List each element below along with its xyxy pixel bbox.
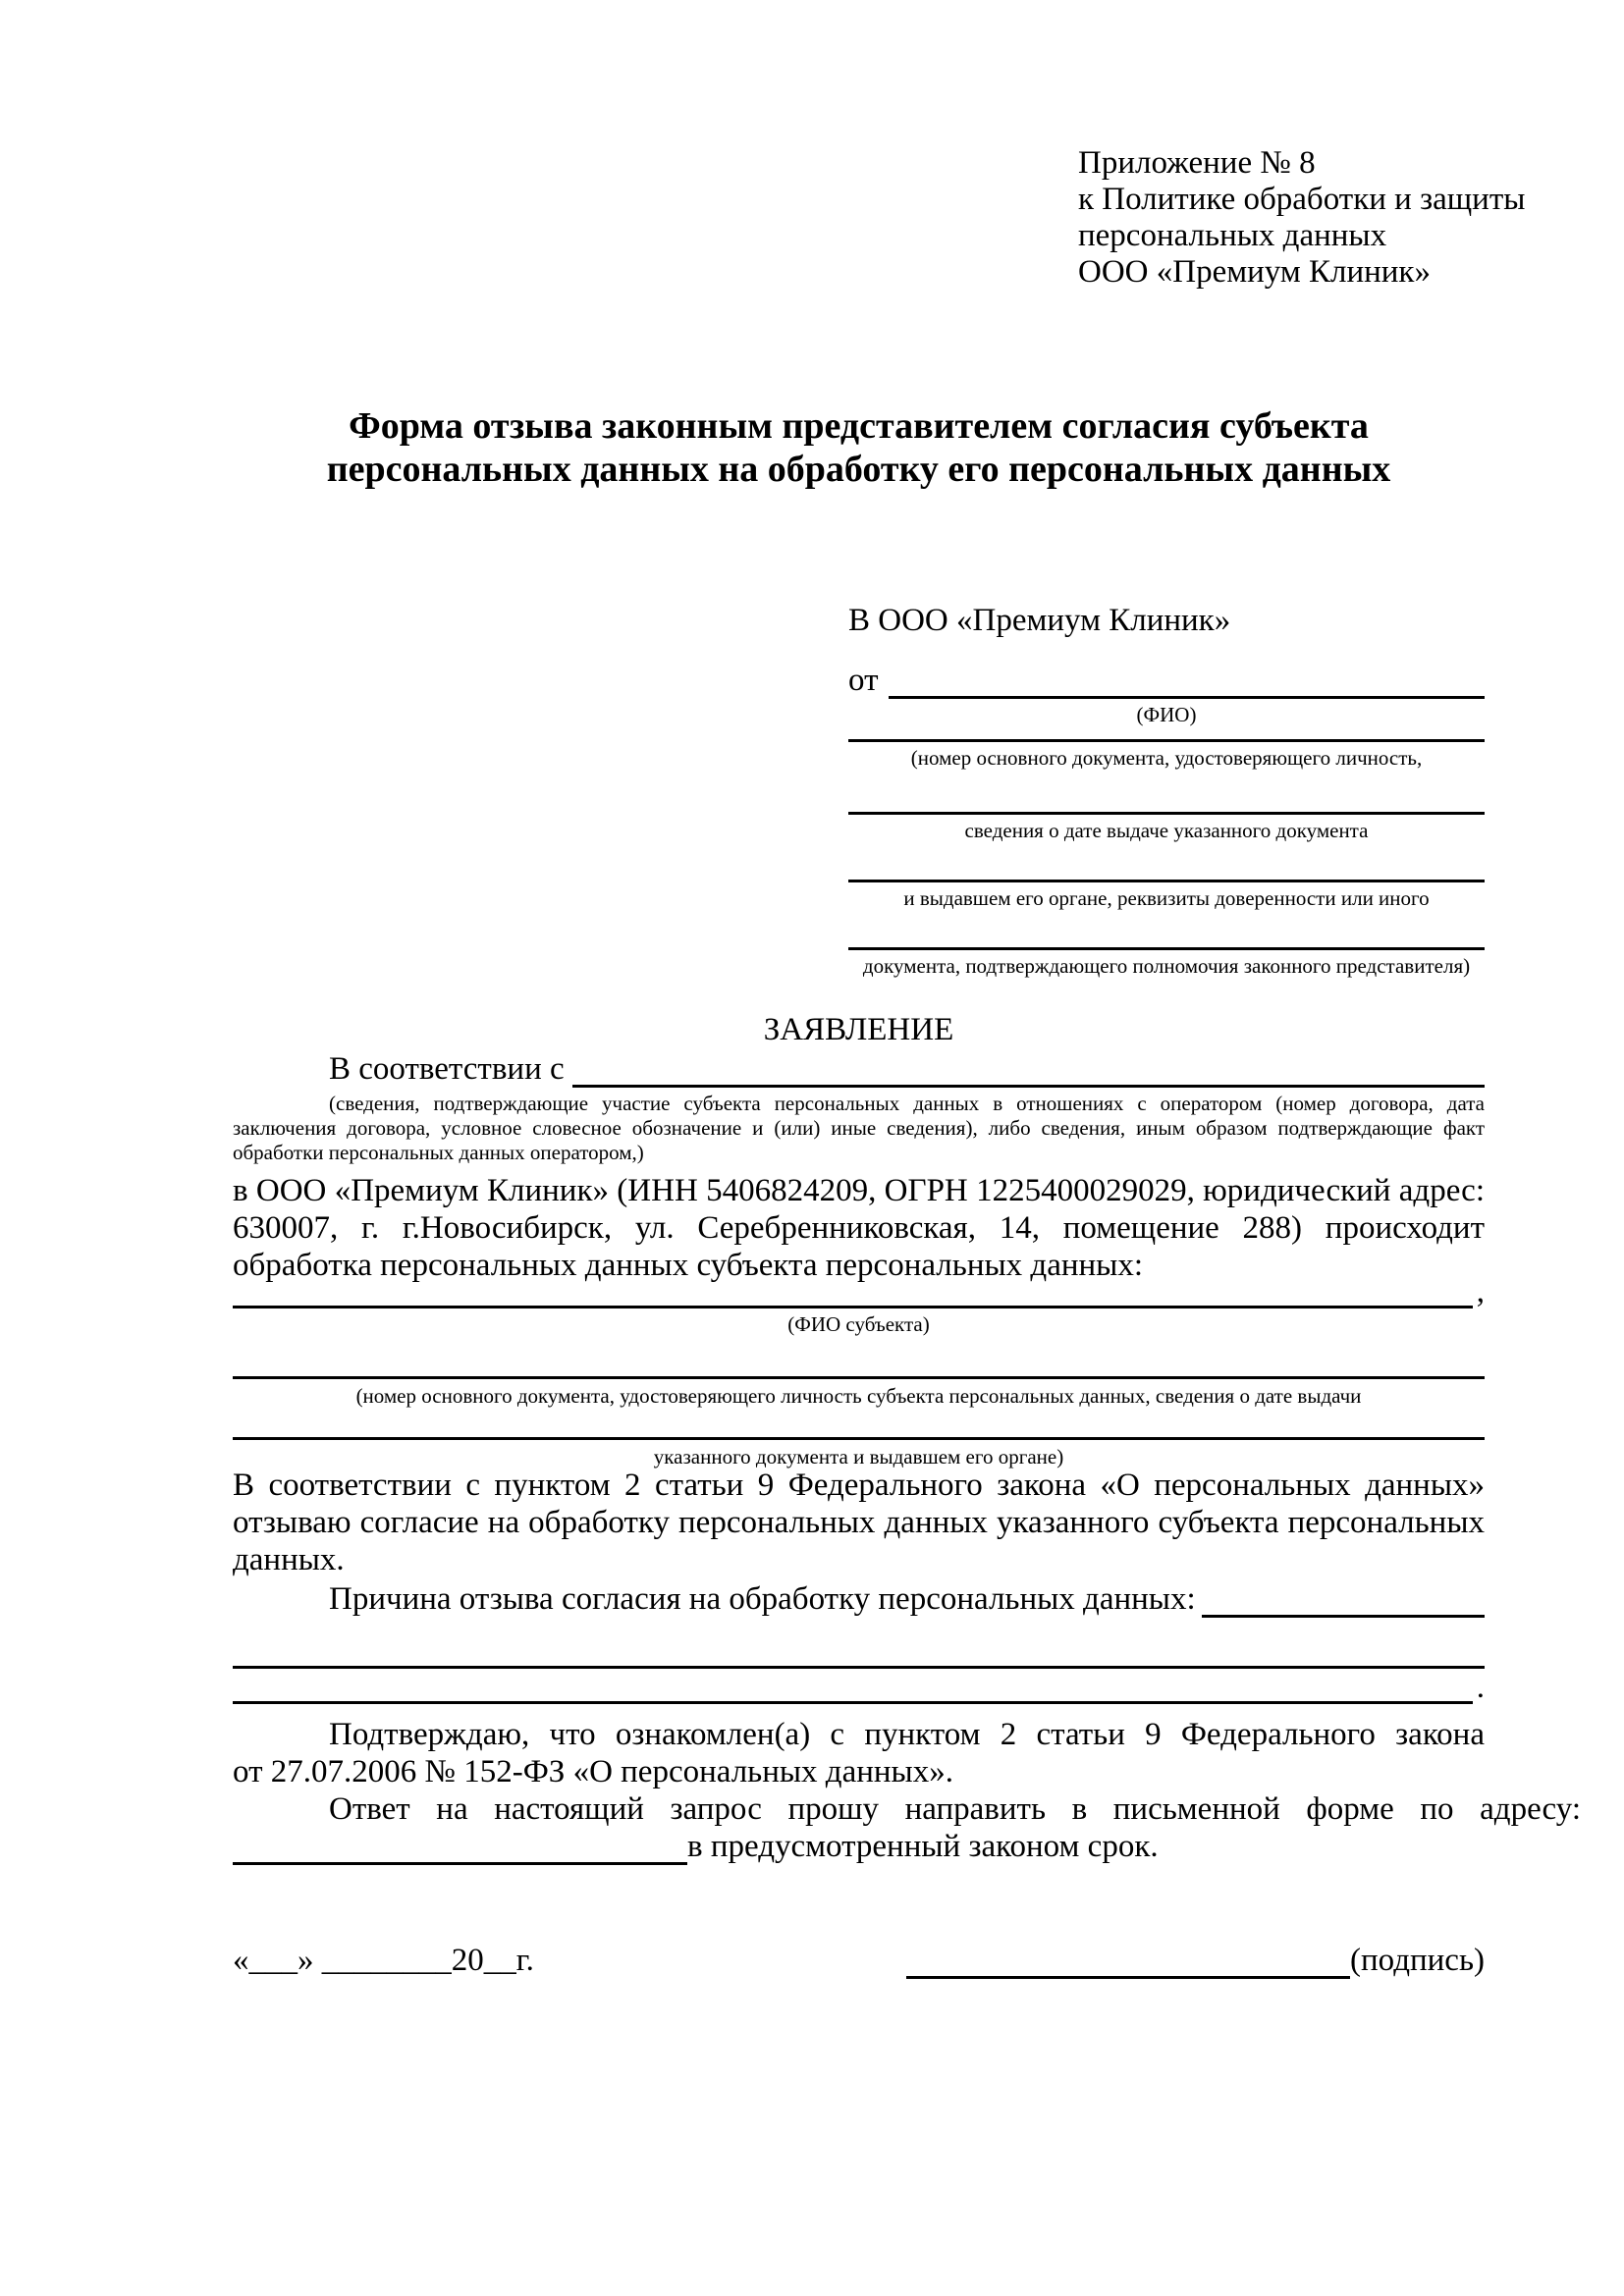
basis-note-line: заключения договора, условное словесное обозначение и (или) иные сведения), либо сведения, иным образом подтверждающие факт <box>233 1116 1485 1140</box>
signature-caption: (подпись) <box>1350 1943 1485 1978</box>
appendix-note-line: Приложение № 8 <box>1078 145 1316 181</box>
basis-note <box>233 1092 1485 1165</box>
address-blank-line <box>233 1828 687 1865</box>
subject-fio-caption: (ФИО субъекта) <box>787 1312 930 1336</box>
reason-blank-line-2 <box>233 1636 1485 1669</box>
withdrawal-paragraph-line: В соответствии с пунктом 2 статьи 9 Федерального закона «О персональных данных» <box>233 1468 1485 1503</box>
from-field-row <box>848 644 1485 699</box>
withdrawal-paragraph-line: отзываю согласие на обработку персональных данных указанного субъекта персональных <box>233 1505 1485 1540</box>
statement-heading: ЗАЯВЛЕНИЕ <box>763 1012 954 1047</box>
representative-authority-caption: документа, подтверждающего полномочия законного представителя) <box>862 954 1471 978</box>
subject-document-blank-line <box>233 1347 1485 1379</box>
basis-note-line: обработки персональных данных оператором,) <box>233 1141 644 1164</box>
fio-caption: (ФИО) <box>1136 703 1197 726</box>
appendix-note-line: ООО «Премиум Клиник» <box>1078 254 1431 290</box>
from-label: от <box>848 663 879 698</box>
reason-blank-line <box>1202 1580 1485 1618</box>
document-title-line: персональных данных на обработку его персональных данных <box>326 449 1391 490</box>
reason-field-row <box>233 1580 1485 1618</box>
signature-footer <box>233 1936 1485 1979</box>
blank-line <box>233 1636 1485 1669</box>
appendix-note-line: персональных данных <box>1078 218 1387 253</box>
blank-line-suffix: . <box>1476 1670 1485 1705</box>
recipient-organization: В ООО «Премиум Клиник» <box>848 603 1231 638</box>
signature-blank-line <box>906 1941 1350 1979</box>
confirmation-paragraph-line: от 27.07.2006 № 152-ФЗ «О персональных данных». <box>233 1754 953 1789</box>
confirmation-paragraph <box>233 1716 1485 1790</box>
operator-paragraph <box>233 1172 1485 1284</box>
document-number-blank-line <box>848 727 1485 742</box>
basis-note-line: (сведения, подтверждающие участие субъекта персональных данных в отношениях с оператором (номер договора, дата <box>329 1092 1485 1115</box>
issue-date-blank-line <box>848 771 1485 815</box>
reason-blank-line-3 <box>233 1672 1485 1704</box>
document-title-line: Форма отзыва законным представителем согласия субъекта <box>349 405 1369 447</box>
response-request-line: Ответ на настоящий запрос прошу направить в письменной форме по адресу: <box>329 1791 1581 1827</box>
document-number-caption: (номер основного документа, удостоверяющего личность, <box>910 746 1423 770</box>
subject-fio-blank-line <box>233 1276 1473 1308</box>
subject-document-caption-2: указанного документа и выдавшем его органе) <box>653 1445 1064 1468</box>
response-suffix: в предусмотренный законом срок. <box>687 1829 1159 1864</box>
withdrawal-paragraph-line: данных. <box>233 1542 345 1577</box>
blank-line <box>233 1672 1473 1704</box>
issuing-authority-caption: и выдавшем его органе, реквизиты доверенности или иного <box>903 886 1430 910</box>
reason-label: Причина отзыва согласия на обработку персональных данных: <box>329 1581 1196 1617</box>
operator-paragraph-line: обработка персональных данных субъекта персональных данных: <box>233 1248 1143 1283</box>
withdrawal-paragraph <box>233 1467 1485 1578</box>
basis-blank-line <box>572 1050 1485 1088</box>
confirmation-paragraph-line: Подтверждаю, что ознакомлен(а) с пунктом 2 статьи 9 Федерального закона <box>329 1717 1485 1752</box>
issuing-authority-blank-line <box>848 843 1485 882</box>
appendix-note-line: к Политике обработки и защиты <box>1078 182 1526 217</box>
from-blank-line <box>889 644 1486 699</box>
subject-document-field-row <box>233 1347 1485 1379</box>
operator-paragraph-line: 630007, г. г.Новосибирск, ул. Серебренниковская, 14, помещение 288) происходит <box>233 1210 1485 1246</box>
basis-label: В соответствии с <box>329 1051 565 1087</box>
recipient-block <box>848 601 1485 979</box>
operator-paragraph-line: в ООО «Премиум Клиник» (ИНН 5406824209, ОГРН 1225400029029, юридический адрес: <box>233 1173 1485 1208</box>
document-title <box>233 404 1485 491</box>
subject-document-field-row-2 <box>233 1408 1485 1440</box>
subject-fio-field-row <box>233 1276 1485 1308</box>
subject-document-blank-line-2 <box>233 1408 1485 1440</box>
response-address-row <box>233 1828 1485 1865</box>
signature-group <box>906 1941 1485 1979</box>
subject-document-caption: (номер основного документа, удостоверяющего личность субъекта персональных данных, сведения о дате выдачи <box>355 1384 1362 1408</box>
date-field: «___» ________20__г. <box>233 1943 534 1978</box>
issue-date-caption: сведения о дате выдаче указанного документа <box>964 819 1369 842</box>
representative-authority-blank-line <box>848 911 1485 950</box>
basis-field-row <box>233 1050 1485 1088</box>
appendix-note <box>1078 145 1525 291</box>
subject-fio-suffix: , <box>1476 1274 1485 1309</box>
